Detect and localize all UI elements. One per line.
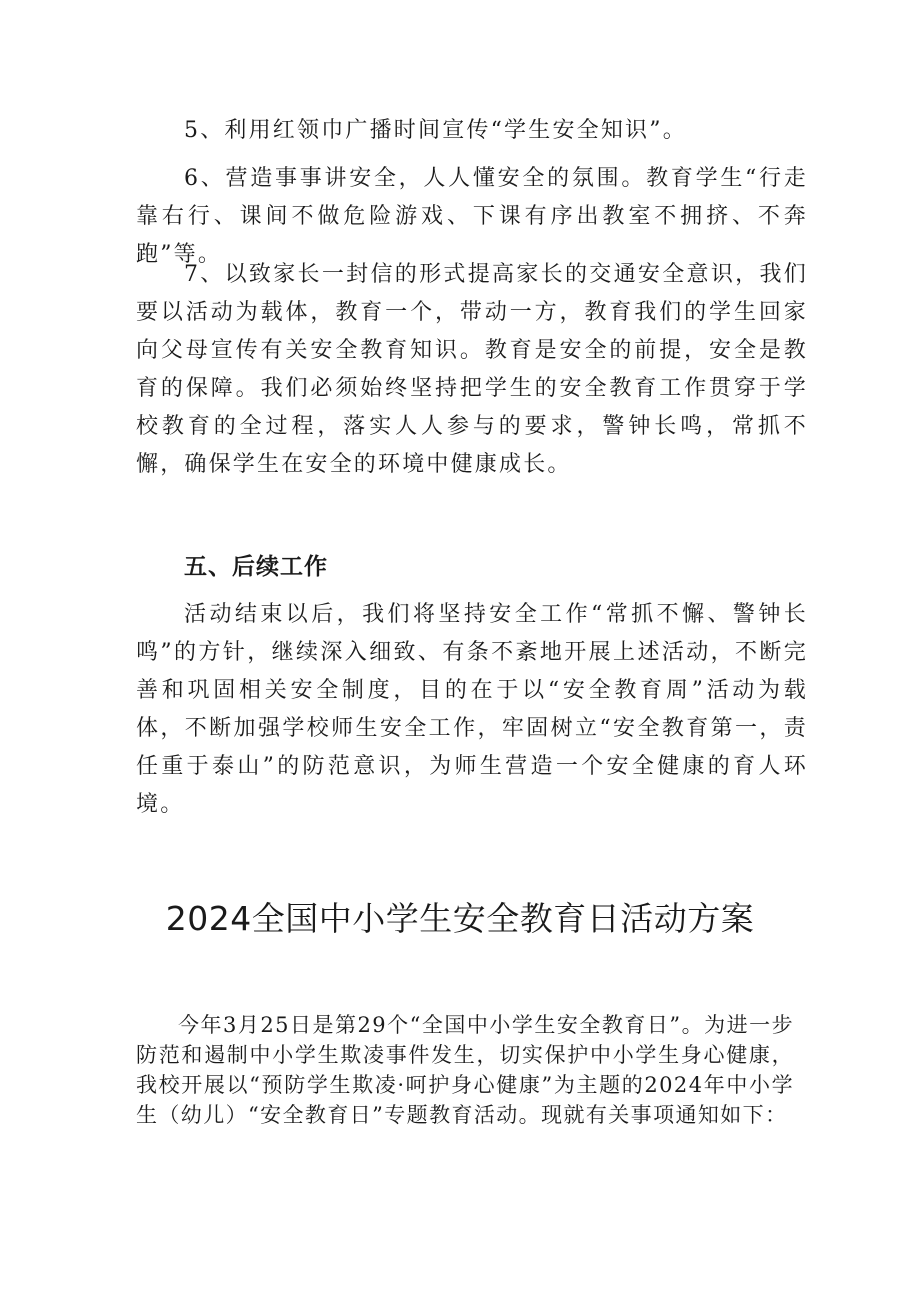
document-title: 2024全国中小学生安全教育日活动方案 (165, 899, 755, 938)
section-heading-followup: 五、后续工作 (184, 554, 328, 580)
section-followup-body: 活动结束以后，我们将坚持安全工作“常抓不懈、警钟长鸣”的方针，继续深入细致、有条不紊地开展上述活动，不断完善和巩固相关安全制度，目的在于以“安全教育周”活动为载体，不断加强学校师生安全工作，牢固树立“安全教育第一，责任重于泰山”的防范意识，为师生营造一个安全健康的育人环境。 (136, 602, 808, 817)
list-item-6: 6、营造事事讲安全，人人懂安全的氛围。教育学生“行走靠右行、课间不做危险游戏、下课有序出教室不拥挤、不奔跑”等。 (136, 166, 808, 267)
list-item-7: 7、以致家长一封信的形式提高家长的交通安全意识，我们要以活动为载体，教育一个，带动一方，教育我们的学生回家向父母宣传有关安全教育知识。教育是安全的前提，安全是教育的保障。我们必须始终坚持把学生的安全教育工作贯穿于学校教育的全过程，落实人人参与的要求，警钟长鸣，常抓不懈，确保学生在安全的环境中健康成长。 (136, 262, 808, 477)
document-intro: 今年3月25日是第29个“全国中小学生安全教育日”。为进一步防范和遏制中小学生欺凌事件发生，切实保护中小学生身心健康，我校开展以“预防学生欺凌·呵护身心健康”为主题的2024年中小学生（幼儿）“安全教育日”专题教育活动。现就有关事项通知如下： (136, 1013, 794, 1127)
list-item-5: 5、利用红领巾广播时间宣传“学生安全知识”。 (184, 118, 687, 143)
